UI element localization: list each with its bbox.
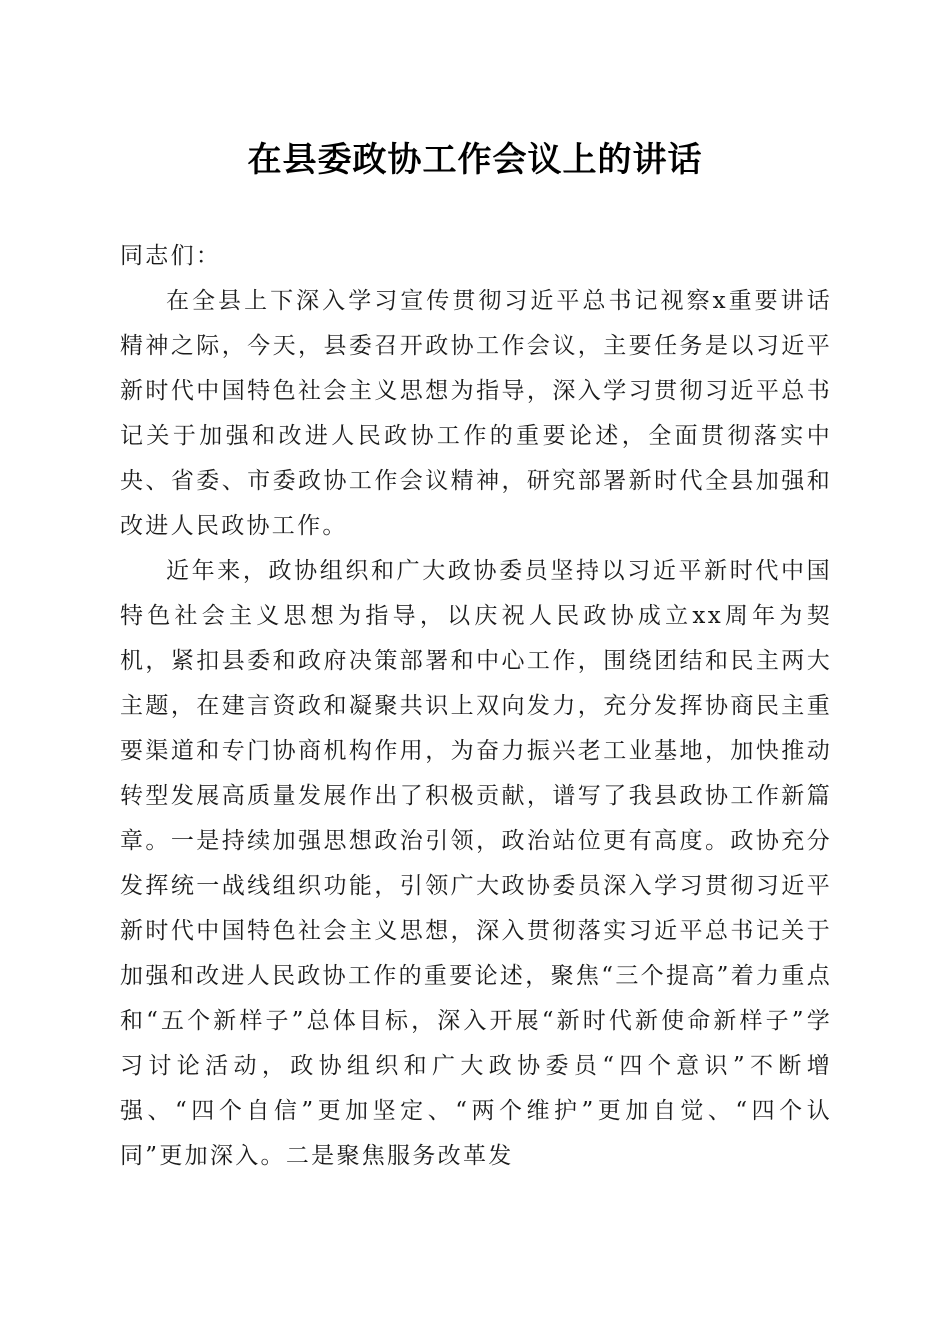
document-title: 在县委政协工作会议上的讲话 [247, 140, 703, 180]
document-body [120, 234, 832, 1179]
salutation: 同志们： [120, 243, 222, 269]
paragraph-intro: 在全县上下深入学习宣传贯彻习近平总书记视察x重要讲话精神之际，今天，县委召开政协工作会议，主要任务是以习近平新时代中国特色社会主义思想为指导，深入学习贯彻习近平总书记关于加强和改进人民政协工作的重要论述，全面贯彻落实中央、省委、市委政协工作会议精神，研究部署新时代全县加强和改进人民政协工作。 [120, 288, 832, 539]
paragraph-achievements: 近年来，政协组织和广大政协委员坚持以习近平新时代中国特色社会主义思想为指导，以庆祝人民政协成立xx周年为契机，紧扣县委和政府决策部署和中心工作，围绕团结和民主两大主题，在建言资政和凝聚共识上双向发力，充分发挥协商民主重要渠道和专门协商机构作用，为奋力振兴老工业基地，加快推动转型发展高质量发展作出了积极贡献，谱写了我县政协工作新篇章。一是持续加强思想政治引领，政治站位更有高度。政协充分发挥统一战线组织功能，引领广大政协委员深入学习贯彻习近平新时代中国特色社会主义思想，深入贯彻落实习近平总书记关于加强和改进人民政协工作的重要论述，聚焦“三个提高”着力重点和“五个新样子”总体目标，深入开展“新时代新使命新样子”学习讨论活动，政协组织和广大政协委员“四个意识”不断增强、“四个自信”更加坚定、“两个维护”更加自觉、“四个认同”更加深入。二是聚焦服务改革发 [120, 558, 832, 1169]
